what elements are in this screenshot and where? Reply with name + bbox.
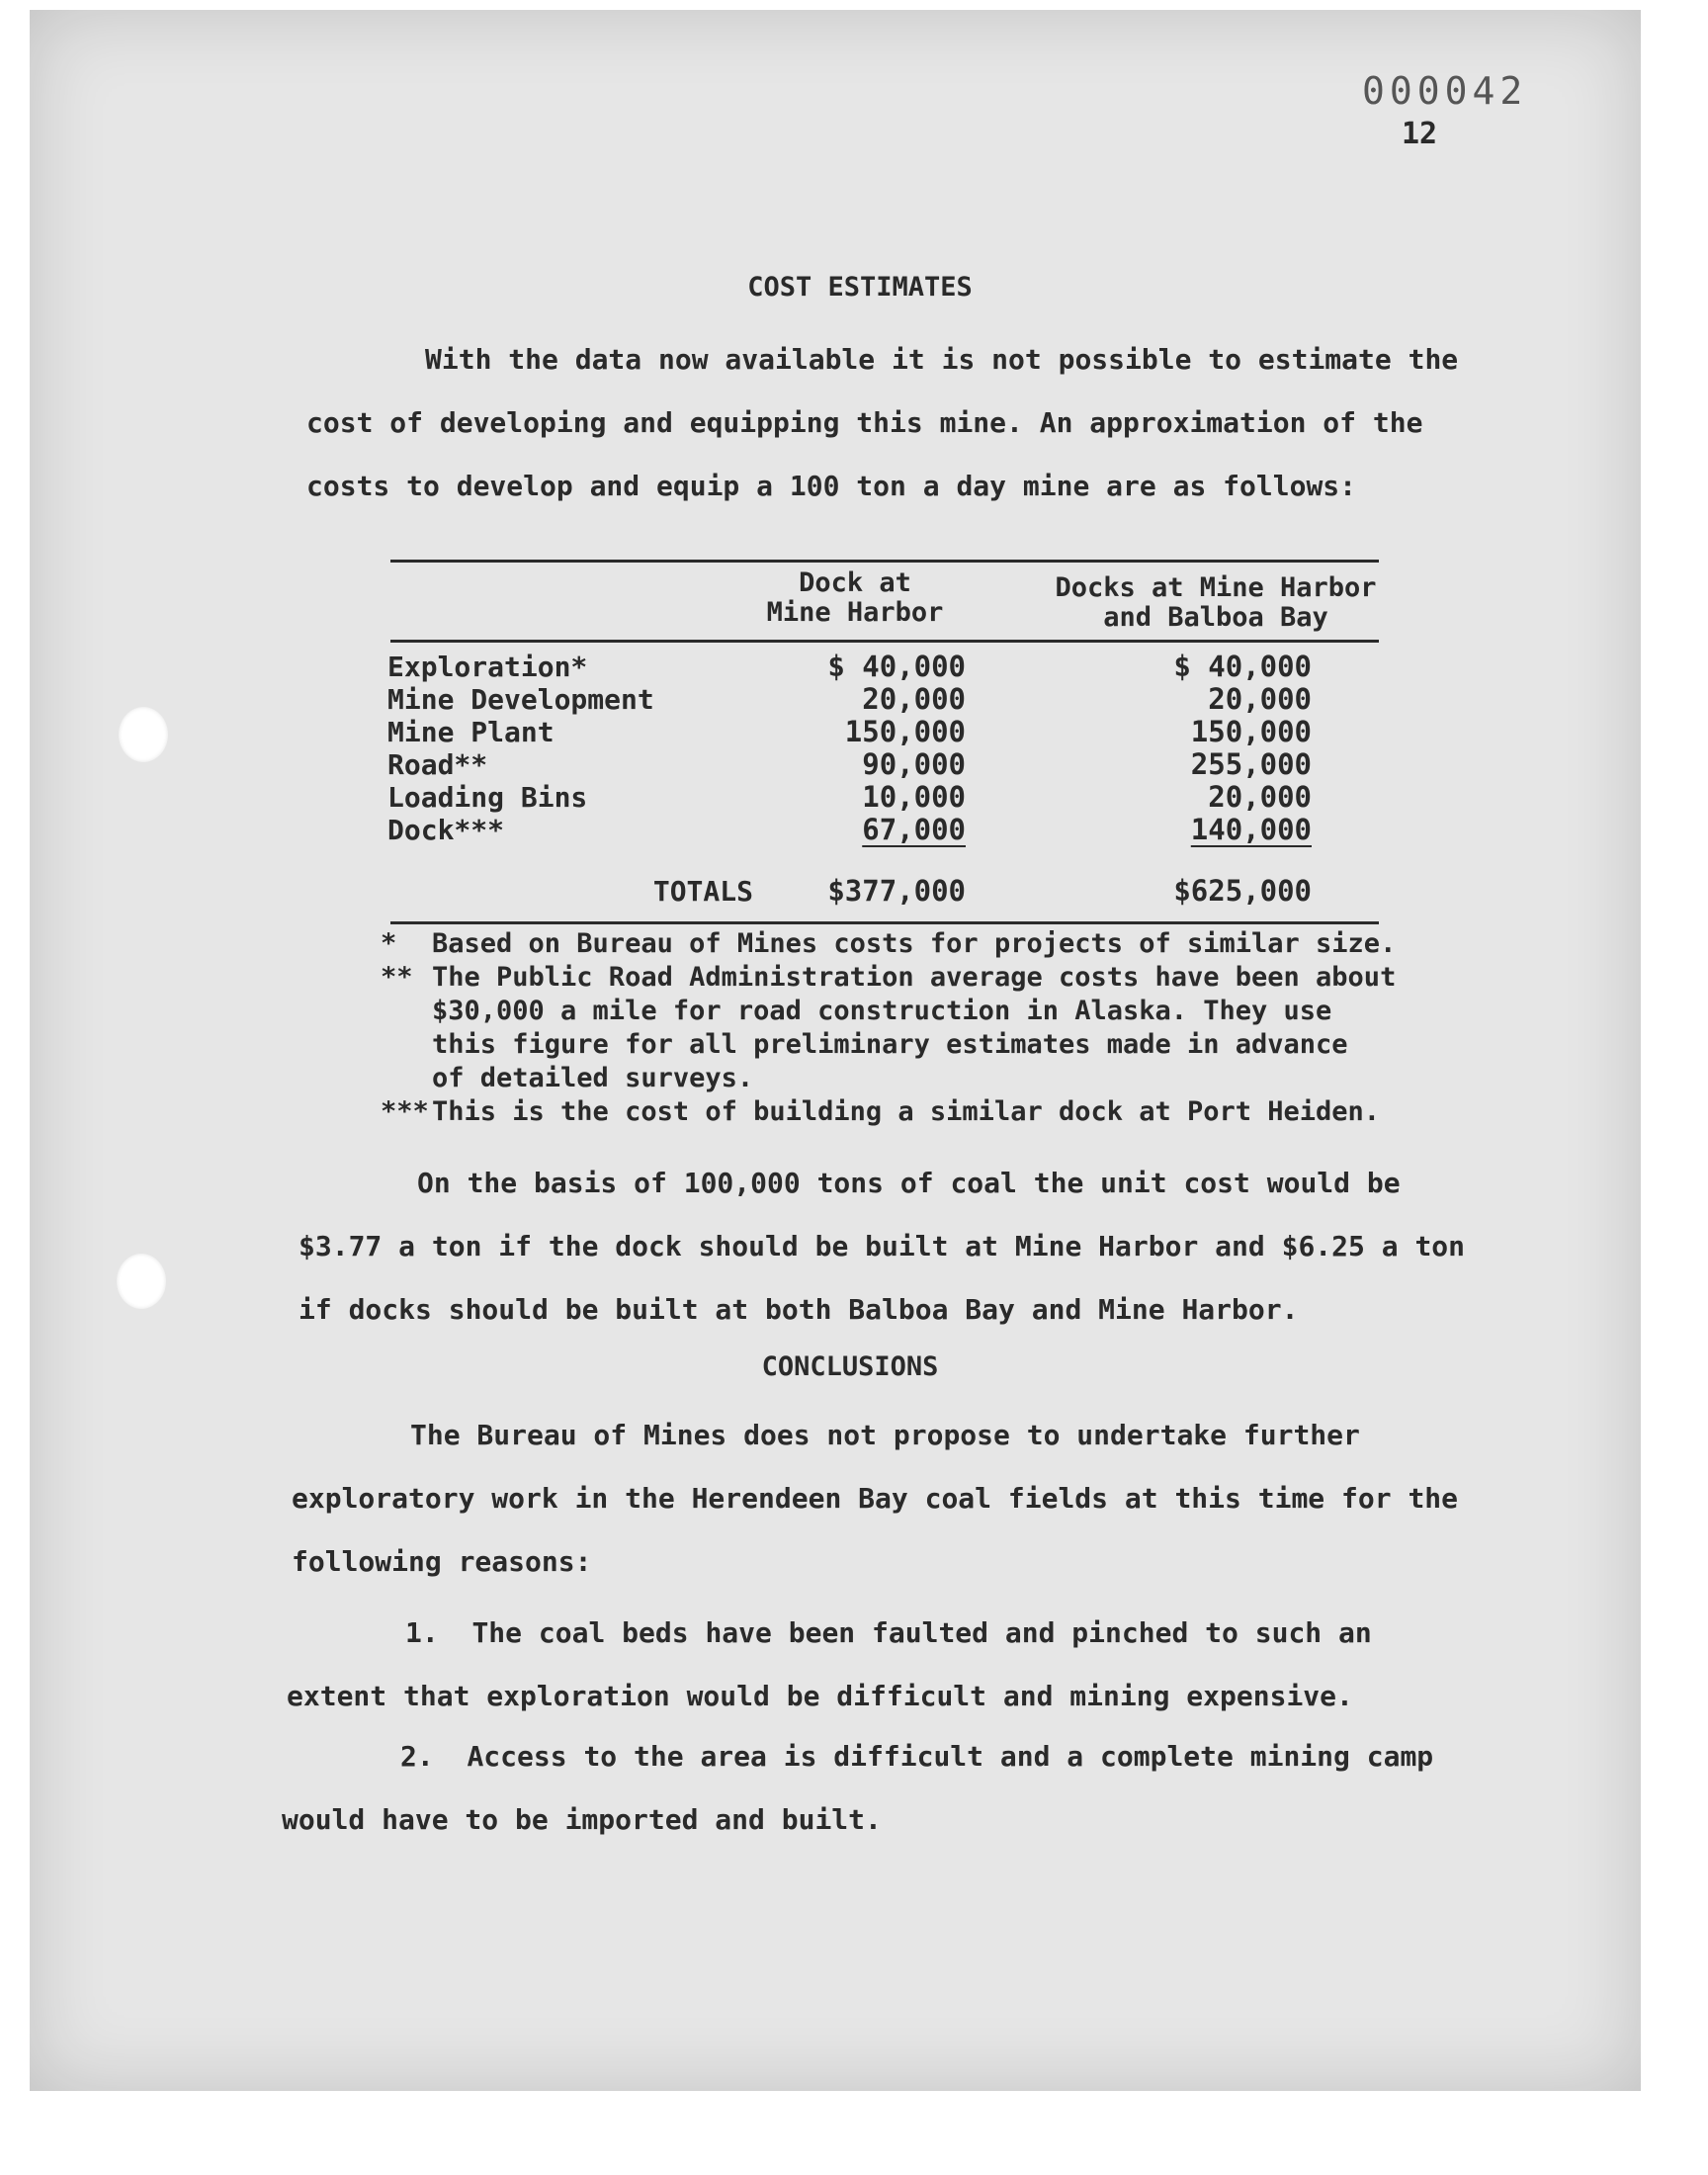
punch-hole (117, 1254, 166, 1309)
row-col1-value: 90,000 (862, 747, 966, 781)
unit-cost-paragraph: On the basis of 100,000 tons of coal the unit cost would be $3.77 a ton if the dock should be built at Mine Harbor and $6.25 a ton if docks should be built at both Balboa Bay and Mine Harbor. (299, 1167, 1466, 1326)
table-row (387, 814, 1396, 846)
table-row (387, 781, 1396, 814)
page-number: 12 (1402, 117, 1438, 151)
table-row (387, 651, 1396, 683)
footnote (381, 927, 1497, 961)
conclusion-item (282, 1725, 1463, 1852)
footnote-line: this figure for all preliminary estimates made in advance (432, 1029, 1348, 1060)
footnote-mark: * (381, 928, 397, 959)
total-col2: $625,000 (1173, 874, 1312, 908)
footnote-mark: ** (381, 962, 413, 993)
cost-intro-paragraph: With the data now available it is not possible to estimate the cost of developing and equipping this mine. An approximation of the costs to develop and equip a 100 ton a day mine are as follows: (306, 343, 1459, 502)
row-label: Mine Plant (387, 716, 555, 748)
totals-row (387, 875, 1396, 908)
row-col2-value: 20,000 (1208, 780, 1312, 814)
stamp-number: 000042 (1362, 69, 1528, 113)
row-col2-value: 255,000 (1190, 747, 1312, 781)
table-row (387, 683, 1396, 716)
col2-header-line: Docks at Mine Harbor (1055, 572, 1377, 603)
cost-estimates-heading: COST ESTIMATES (747, 272, 973, 303)
conclusions-intro: The Bureau of Mines does not propose to undertake further exploratory work in the Herendeen Bay coal fields at this time for the following reasons: (292, 1419, 1459, 1578)
conclusions-heading: CONCLUSIONS (761, 1351, 939, 1382)
footnotes (381, 927, 1497, 1129)
conclusion-item (287, 1602, 1468, 1728)
footnote-line: Based on Bureau of Mines costs for projects of similar size. (432, 928, 1397, 959)
col1-header-line: Dock at (799, 567, 911, 598)
col2-header-line: and Balboa Bay (1103, 602, 1328, 633)
row-label: Dock*** (387, 814, 505, 846)
col2-header (1018, 573, 1413, 633)
conclusion-number: 2. (400, 1740, 434, 1773)
row-col1-value: 10,000 (862, 780, 966, 814)
row-col1-value: $ 40,000 (827, 650, 966, 683)
conclusion-number: 1. (405, 1616, 439, 1649)
footnote-line: The Public Road Administration average costs have been about (432, 962, 1397, 993)
table-body (387, 651, 1396, 846)
conclusion-text: Access to the area is difficult and a complete mining camp would have to be imported and built. (282, 1740, 1434, 1836)
row-col1-value: 20,000 (862, 682, 966, 716)
footnote (381, 961, 1497, 1095)
col1-header-line: Mine Harbor (766, 597, 944, 628)
row-col2-value: 150,000 (1190, 715, 1312, 748)
footnote-mark: *** (381, 1096, 429, 1127)
table-row (387, 716, 1396, 748)
col1-header (756, 568, 954, 628)
table-bottom-rule (390, 921, 1379, 924)
conclusion-text: The coal beds have been faulted and pinched to such an extent that exploration would be difficult and mining expensive. (287, 1616, 1372, 1712)
document-page (30, 10, 1641, 2091)
row-label: Road** (387, 748, 488, 781)
footnote-line: $30,000 a mile for road construction in Alaska. They use (432, 996, 1332, 1026)
row-label: Exploration* (387, 651, 588, 683)
totals-label: TOTALS (652, 875, 753, 908)
table-row (387, 748, 1396, 781)
row-col1-value: 67,000 (862, 813, 966, 846)
row-col1-value: 150,000 (844, 715, 966, 748)
footnote (381, 1095, 1497, 1129)
row-label: Mine Development (387, 683, 654, 716)
punch-hole (119, 707, 168, 762)
row-col2-value: $ 40,000 (1173, 650, 1312, 683)
footnote-line: This is the cost of building a similar dock at Port Heiden. (432, 1096, 1381, 1127)
total-col1: $377,000 (827, 874, 966, 908)
row-label: Loading Bins (387, 781, 588, 814)
row-col2-value: 140,000 (1190, 813, 1312, 846)
row-col2-value: 20,000 (1208, 682, 1312, 716)
footnote-line: of detailed surveys. (432, 1063, 754, 1093)
table-top-rule (390, 560, 1379, 563)
table-header-rule (390, 640, 1379, 643)
